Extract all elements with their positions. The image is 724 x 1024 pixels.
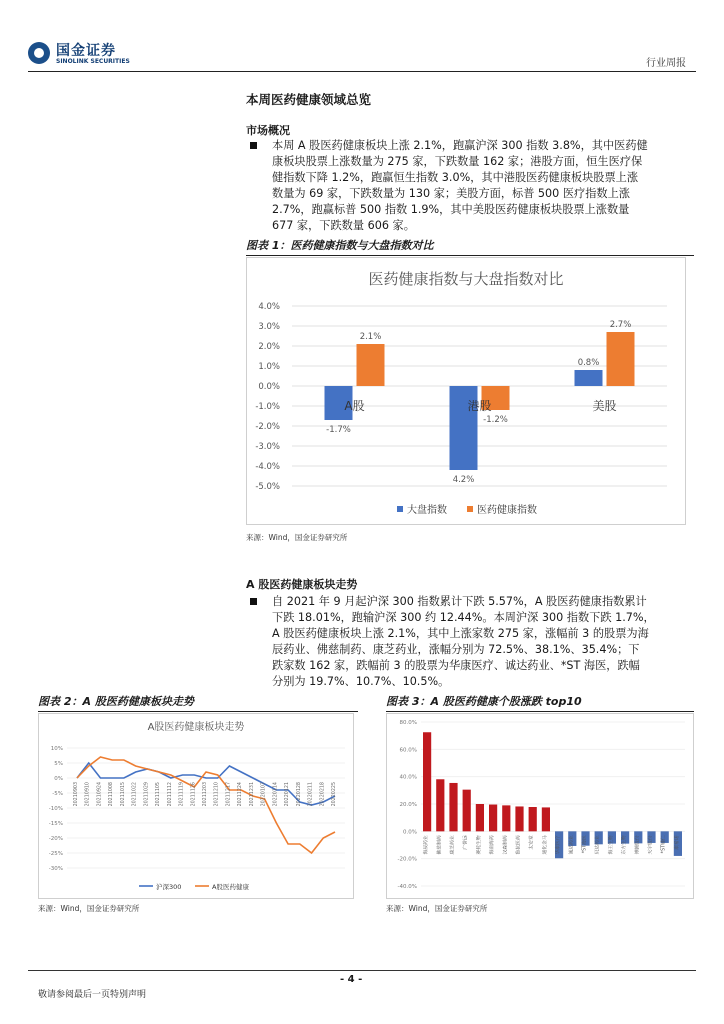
page-number: - 4 - bbox=[340, 974, 363, 985]
data-label: 2.1% bbox=[359, 332, 382, 342]
x-tick-label: *ST海医 bbox=[582, 835, 588, 854]
paragraph-line: 本周 A 股医药健康板块上涨 2.1%，跑赢沪深 300 指数 3.8%，其中医药健 bbox=[272, 139, 648, 152]
data-label: -1.2% bbox=[483, 415, 508, 425]
section-title: A 股医药健康板块走势 bbox=[246, 578, 358, 591]
x-tick-label: 20211224 bbox=[238, 782, 244, 807]
y-tick-label: 2.0% bbox=[258, 342, 280, 352]
chart-container bbox=[386, 713, 694, 899]
y-tick-label: -10% bbox=[48, 806, 63, 812]
section-title: 本周医药健康领域总览 bbox=[246, 92, 372, 107]
bar bbox=[502, 805, 510, 831]
y-tick-label: 1.0% bbox=[258, 362, 280, 372]
x-tick-label: 太安堂 bbox=[529, 835, 535, 850]
y-tick-label: -4.0% bbox=[255, 462, 280, 472]
logo-icon bbox=[28, 42, 50, 64]
x-tick-label: 华康医疗 bbox=[556, 835, 562, 855]
x-tick-label: 20211029 bbox=[144, 782, 150, 807]
x-tick-label: 鲁抗医药 bbox=[516, 835, 522, 855]
x-tick-label: 20220121 bbox=[285, 782, 291, 807]
category-label: 美股 bbox=[592, 399, 617, 413]
y-tick-label: -5.0% bbox=[255, 482, 280, 492]
x-tick-label: 20211015 bbox=[120, 782, 126, 807]
category-label: 港股 bbox=[467, 399, 492, 413]
legend-swatch bbox=[467, 506, 473, 512]
y-tick-label: 0.0% bbox=[258, 382, 280, 392]
data-label: -1.7% bbox=[326, 425, 351, 435]
x-tick-label: 海南海药 bbox=[490, 835, 496, 855]
legend-label: 沪深300 bbox=[156, 883, 182, 891]
x-tick-label: 20210924 bbox=[97, 782, 103, 807]
bar bbox=[357, 344, 385, 386]
legend-label: A股医药健康 bbox=[212, 883, 249, 891]
y-tick-label: -15% bbox=[48, 821, 63, 827]
paragraph-line: 健指数下降 1.2%，跑赢恒生指数 3.0%，其中港股医药健康板块股票上涨 bbox=[272, 171, 639, 184]
x-tick-label: 海王生物 bbox=[608, 835, 614, 855]
top10-bar-chart bbox=[387, 714, 693, 898]
x-tick-label: 20220107 bbox=[261, 782, 267, 807]
x-tick-label: 20211008 bbox=[109, 782, 115, 807]
brand-name-cn: 国金证券 bbox=[56, 43, 116, 59]
paragraph-line: 自 2021 年 9 月起沪深 300 指数累计下跌 5.57%，A 股医药健康指数累计 bbox=[272, 595, 647, 608]
x-tick-label: 贝达药业 bbox=[595, 835, 601, 855]
bar bbox=[575, 370, 603, 386]
x-tick-label: 20220211 bbox=[308, 782, 314, 807]
data-label: 2.7% bbox=[609, 320, 632, 330]
y-tick-label: -5% bbox=[52, 791, 63, 797]
y-tick-label: -25% bbox=[48, 851, 63, 857]
y-tick-label: -20.0% bbox=[397, 856, 417, 863]
y-tick-label: -3.0% bbox=[255, 442, 280, 452]
bar bbox=[423, 732, 431, 831]
x-tick-label: 20211210 bbox=[214, 782, 220, 807]
x-tick-label: 广誉远 bbox=[463, 835, 469, 850]
y-tick-label: -40.0% bbox=[397, 884, 417, 890]
paragraph-line: 677 家，下跌数量 606 家。 bbox=[272, 219, 415, 232]
x-tick-label: 20220225 bbox=[332, 782, 337, 807]
bar bbox=[476, 804, 484, 831]
figure-source: 来源：Wind，国金证券研究所 bbox=[386, 904, 488, 913]
y-tick-label: 60.0% bbox=[399, 747, 417, 754]
y-tick-label: 10% bbox=[50, 746, 63, 752]
x-tick-label: 东方生物 bbox=[622, 835, 628, 855]
x-tick-label: 20211022 bbox=[132, 782, 138, 807]
bar bbox=[607, 332, 635, 386]
y-tick-label: -2.0% bbox=[255, 422, 280, 432]
legend-swatch bbox=[397, 506, 403, 512]
bar bbox=[542, 807, 550, 831]
x-tick-label: 20210910 bbox=[85, 782, 91, 807]
chart-title: 医药健康指数与大盘指数对比 bbox=[368, 270, 564, 288]
market-overview-paragraph bbox=[250, 138, 690, 238]
legend-label: 大盘指数 bbox=[407, 505, 447, 516]
paragraph-line: 数量为 69 家，下跌数量为 130 家；美股方面，标普 500 医疗指数上涨 bbox=[272, 187, 630, 200]
section-subtitle: 市场概况 bbox=[246, 124, 290, 137]
x-tick-label: 20220128 bbox=[296, 782, 302, 807]
x-tick-label: 康希诺 bbox=[674, 835, 680, 850]
paragraph-line: 康板块股票上涨数量为 275 家，下跌数量 162 家；港股方面，恒生医疗保 bbox=[272, 155, 643, 168]
x-tick-label: 20211203 bbox=[203, 782, 208, 807]
figure-source: 来源：Wind，国金证券研究所 bbox=[246, 533, 348, 542]
figure-source: 来源：Wind，国金证券研究所 bbox=[38, 904, 140, 913]
bar bbox=[515, 806, 523, 831]
x-tick-label: *ST辅仁 bbox=[661, 835, 667, 854]
bar bbox=[463, 790, 471, 832]
paragraph-line: A 股医药健康板块上涨 2.1%，其中上涨家数 275 家，涨幅前 3 的股票为海 bbox=[272, 627, 649, 640]
footer-divider bbox=[28, 970, 696, 971]
report-category: 行业周报 bbox=[646, 58, 686, 69]
y-tick-label: 4.0% bbox=[258, 302, 280, 312]
data-label: 0.8% bbox=[577, 358, 600, 368]
x-tick-label: 天宇股份 bbox=[648, 835, 654, 855]
y-tick-label: 40.0% bbox=[399, 774, 417, 781]
x-tick-label: 20210903 bbox=[74, 782, 79, 807]
bar bbox=[436, 779, 444, 831]
x-tick-label: 20220218 bbox=[320, 782, 326, 807]
legend-label: 医药健康指数 bbox=[477, 505, 537, 516]
y-tick-label: 0.0% bbox=[403, 829, 417, 836]
paragraph-line: 跌家数 162 家，跌幅前 3 的股票为华康医疗、诚达药业、*ST 海医，跌幅 bbox=[272, 659, 640, 672]
x-tick-label: 20211217 bbox=[226, 782, 232, 807]
y-tick-label: 5% bbox=[54, 761, 63, 767]
paragraph-line: 2.7%，跑赢标普 500 指数 1.9%，其中美股医药健康板块股票上涨数量 bbox=[272, 203, 630, 216]
y-tick-label: 80.0% bbox=[399, 720, 417, 726]
brand-logo bbox=[28, 40, 148, 68]
x-tick-label: 20220114 bbox=[273, 782, 279, 807]
bar bbox=[529, 807, 537, 831]
y-tick-label: -20% bbox=[48, 836, 63, 842]
paragraph-text bbox=[272, 594, 655, 690]
x-tick-label: 20211112 bbox=[167, 782, 173, 807]
trend-line-chart bbox=[39, 714, 353, 898]
bar bbox=[449, 783, 457, 831]
x-tick-label: 海辰药业 bbox=[424, 835, 430, 855]
paragraph-text bbox=[272, 138, 648, 234]
page-header bbox=[28, 38, 696, 72]
chart-container bbox=[246, 257, 686, 525]
figure-title: 图表 2：A 股医药健康板块走势 bbox=[38, 693, 358, 712]
category-label: A股 bbox=[344, 399, 365, 413]
chart-title: A股医药健康板块走势 bbox=[147, 722, 245, 733]
y-tick-label: 20.0% bbox=[399, 802, 417, 808]
x-tick-label: 博腾股份 bbox=[635, 835, 641, 855]
bullet-icon bbox=[250, 142, 257, 149]
bar bbox=[489, 805, 497, 832]
paragraph-line: 分别为 19.7%、10.7%、10.5%。 bbox=[272, 675, 450, 688]
a-share-trend-paragraph bbox=[250, 594, 690, 694]
figure-title: 图表 1：医药健康指数与大盘指数对比 bbox=[246, 237, 694, 256]
x-tick-label: 通化金马 bbox=[542, 835, 548, 855]
x-tick-label: 赛托生物 bbox=[476, 835, 482, 855]
paragraph-line: 下跌 18.01%，跑输沪深 300 约 12.44%。本周沪深 300 指数下跌 1.7%， bbox=[272, 611, 655, 624]
brand-name-en: SINOLINK SECURITIES bbox=[56, 58, 130, 65]
comparison-bar-chart bbox=[247, 258, 685, 524]
data-label: 4.2% bbox=[452, 475, 475, 485]
y-tick-label: 0% bbox=[54, 776, 63, 782]
disclaimer-text: 敬请参阅最后一页特别声明 bbox=[38, 990, 147, 1000]
x-tick-label: 康芝药业 bbox=[450, 835, 456, 855]
figure-title: 图表 3：A 股医药健康个股涨跌 top10 bbox=[386, 693, 694, 712]
bullet-icon bbox=[250, 598, 257, 605]
x-tick-label: 20211105 bbox=[156, 782, 162, 807]
y-tick-label: -30% bbox=[48, 866, 63, 872]
x-tick-label: 佛慈制药 bbox=[437, 835, 443, 855]
x-tick-label: 20211119 bbox=[179, 782, 185, 807]
x-tick-label: 20211231 bbox=[249, 782, 255, 807]
paragraph-line: 辰药业、佛慈制药、康芝药业，涨幅分别为 72.5%、38.1%、35.4%；下 bbox=[272, 643, 640, 656]
chart-container bbox=[38, 713, 354, 899]
y-tick-label: -1.0% bbox=[255, 402, 280, 412]
y-tick-label: 3.0% bbox=[258, 322, 280, 332]
x-tick-label: 诚达药业 bbox=[569, 835, 575, 855]
x-tick-label: 汉森制药 bbox=[503, 835, 509, 855]
x-tick-label: 20211126 bbox=[191, 782, 197, 807]
